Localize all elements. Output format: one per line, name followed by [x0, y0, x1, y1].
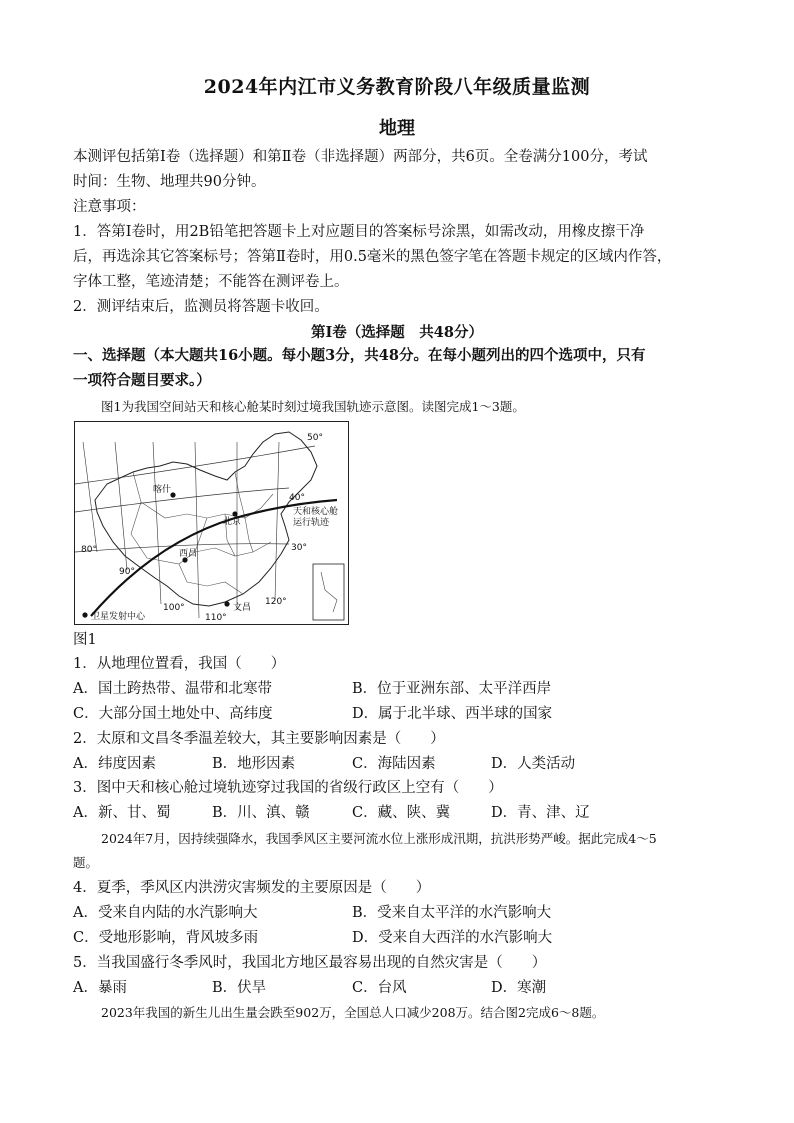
- lon-110-label: 110°: [205, 613, 227, 623]
- material-3: 2023年我国的新生儿出生量会跌至902万，全国总人口减少208万。结合图2完成6～8题。: [101, 1005, 605, 1020]
- subject-title: 地理: [379, 118, 415, 139]
- legend-launch-label: 卫星发射中心: [91, 612, 146, 622]
- beijing-label: 北京: [223, 517, 242, 527]
- q4-option-c[interactable]: C．受地形影响，背风坡多雨: [73, 930, 259, 946]
- question-3-stem: 3．图中天和核心舱过境轨迹穿过我国的省级行政区上空有（ ）: [73, 780, 503, 796]
- figure-1-intro: 图1为我国空间站天和核心舱某时刻过境我国轨迹示意图。读图完成1～3题。: [101, 399, 525, 414]
- q2-option-b[interactable]: B．地形因素: [212, 756, 296, 772]
- lon-120-label: 120°: [265, 597, 287, 607]
- lon-90-label: 90°: [119, 567, 135, 577]
- lon-100-label: 100°: [163, 603, 185, 613]
- question-1-stem: 1．从地理位置看，我国（ ）: [73, 656, 286, 672]
- exam-title: 2024年内江市义务教育阶段八年级质量监测: [203, 76, 591, 98]
- question-2-stem: 2．太原和文昌冬季温差较大，其主要影响因素是（ ）: [73, 731, 445, 747]
- q3-option-a[interactable]: A．新、甘、蜀: [73, 805, 171, 821]
- q5-option-c[interactable]: C．台风: [352, 980, 407, 996]
- beijing-marker: [232, 511, 237, 516]
- q1-option-a[interactable]: A．国土跨热带、温带和北寒带: [73, 681, 272, 697]
- lon-80-label: 80°: [81, 545, 97, 555]
- intro-line-1: 本测评包括第Ⅰ卷（选择题）和第Ⅱ卷（非选择题）两部分，共6页。全卷满分100分，考试: [73, 149, 648, 165]
- q4-option-d[interactable]: D．受来自大西洋的水汽影响大: [352, 930, 553, 946]
- orbit-label-line-2: 运行轨迹: [293, 518, 330, 528]
- q4-option-a[interactable]: A．受来自内陆的水汽影响大: [73, 905, 258, 921]
- wenchang-marker: [224, 601, 229, 606]
- notice-heading: 注意事项：: [73, 199, 146, 215]
- part-instructions-line-1: 一、选择题（本大题共16小题。每小题3分，共48分。在每小题列出的四个选项中，只有: [73, 347, 646, 364]
- figure-1-map: [74, 421, 349, 625]
- q2-option-c[interactable]: C．海陆因素: [352, 756, 436, 772]
- orbit-label-line-1: 天和核心舱: [293, 507, 339, 517]
- figure-1-caption: 图1: [73, 632, 97, 648]
- china-orbit-map: [75, 422, 348, 624]
- q3-option-d[interactable]: D．青、津、辽: [491, 805, 590, 821]
- q3-option-b[interactable]: B．川、滇、赣: [212, 805, 310, 821]
- q5-option-b[interactable]: B．伏旱: [212, 980, 267, 996]
- notice-item-1-line-3: 字体工整，笔迹清楚；不能答在测评卷上。: [73, 274, 349, 290]
- material-2-line-1: 2024年7月，因持续强降水，我国季风区主要河流水位上涨形成汛期，抗洪形势严峻。据此完成4～5: [101, 831, 657, 846]
- q3-option-c[interactable]: C．藏、陕、冀: [352, 805, 451, 821]
- legend-marker: [82, 612, 87, 617]
- question-5-stem: 5．当我国盛行冬季风时，我国北方地区最容易出现的自然灾害是（ ）: [73, 955, 547, 971]
- xichang-label: 西昌: [179, 549, 198, 559]
- material-2-line-2: 题。: [73, 855, 99, 870]
- q1-option-d[interactable]: D．属于北半球、西半球的国家: [352, 706, 553, 722]
- lat-40-label: 40°: [289, 493, 305, 503]
- q1-option-c[interactable]: C．大部分国土地处中、高纬度: [73, 706, 273, 722]
- south-china-sea-inset: [313, 564, 344, 620]
- q5-option-a[interactable]: A．暴雨: [73, 980, 127, 996]
- q4-option-b[interactable]: B．受来自太平洋的水汽影响大: [352, 905, 552, 921]
- section-heading: 第Ⅰ卷（选择题 共48分）: [311, 324, 483, 341]
- china-outline: [95, 432, 317, 606]
- kashgar-marker: [170, 492, 175, 497]
- q5-option-d[interactable]: D．寒潮: [491, 980, 547, 996]
- kashgar-label: 喀什: [153, 485, 172, 495]
- q1-option-b[interactable]: B．位于亚洲东部、太平洋西岸: [352, 681, 552, 697]
- wenchang-label: 文昌: [233, 603, 252, 613]
- lat-30-label: 30°: [291, 543, 307, 553]
- lat-50-label: 50°: [307, 433, 323, 443]
- notice-item-1-line-1: 1．答第Ⅰ卷时，用2B铅笔把答题卡上对应题目的答案标号涂黑，如需改动，用橡皮擦干净: [73, 224, 645, 240]
- question-4-stem: 4．夏季，季风区内洪涝灾害频发的主要原因是（ ）: [73, 880, 431, 896]
- part-instructions-line-2: 一项符合题目要求。）: [73, 372, 211, 389]
- q2-option-d[interactable]: D．人类活动: [491, 756, 576, 772]
- notice-item-1-line-2: 后，再选涂其它答案标号；答第Ⅱ卷时，用0.5毫米的黑色签字笔在答题卡规定的区域内作答，: [73, 249, 672, 265]
- q2-option-a[interactable]: A．纬度因素: [73, 756, 156, 772]
- notice-item-2: 2．测评结束后，监测员将答题卡收回。: [73, 299, 329, 315]
- intro-line-2: 时间：生物、地理共90分钟。: [73, 174, 266, 190]
